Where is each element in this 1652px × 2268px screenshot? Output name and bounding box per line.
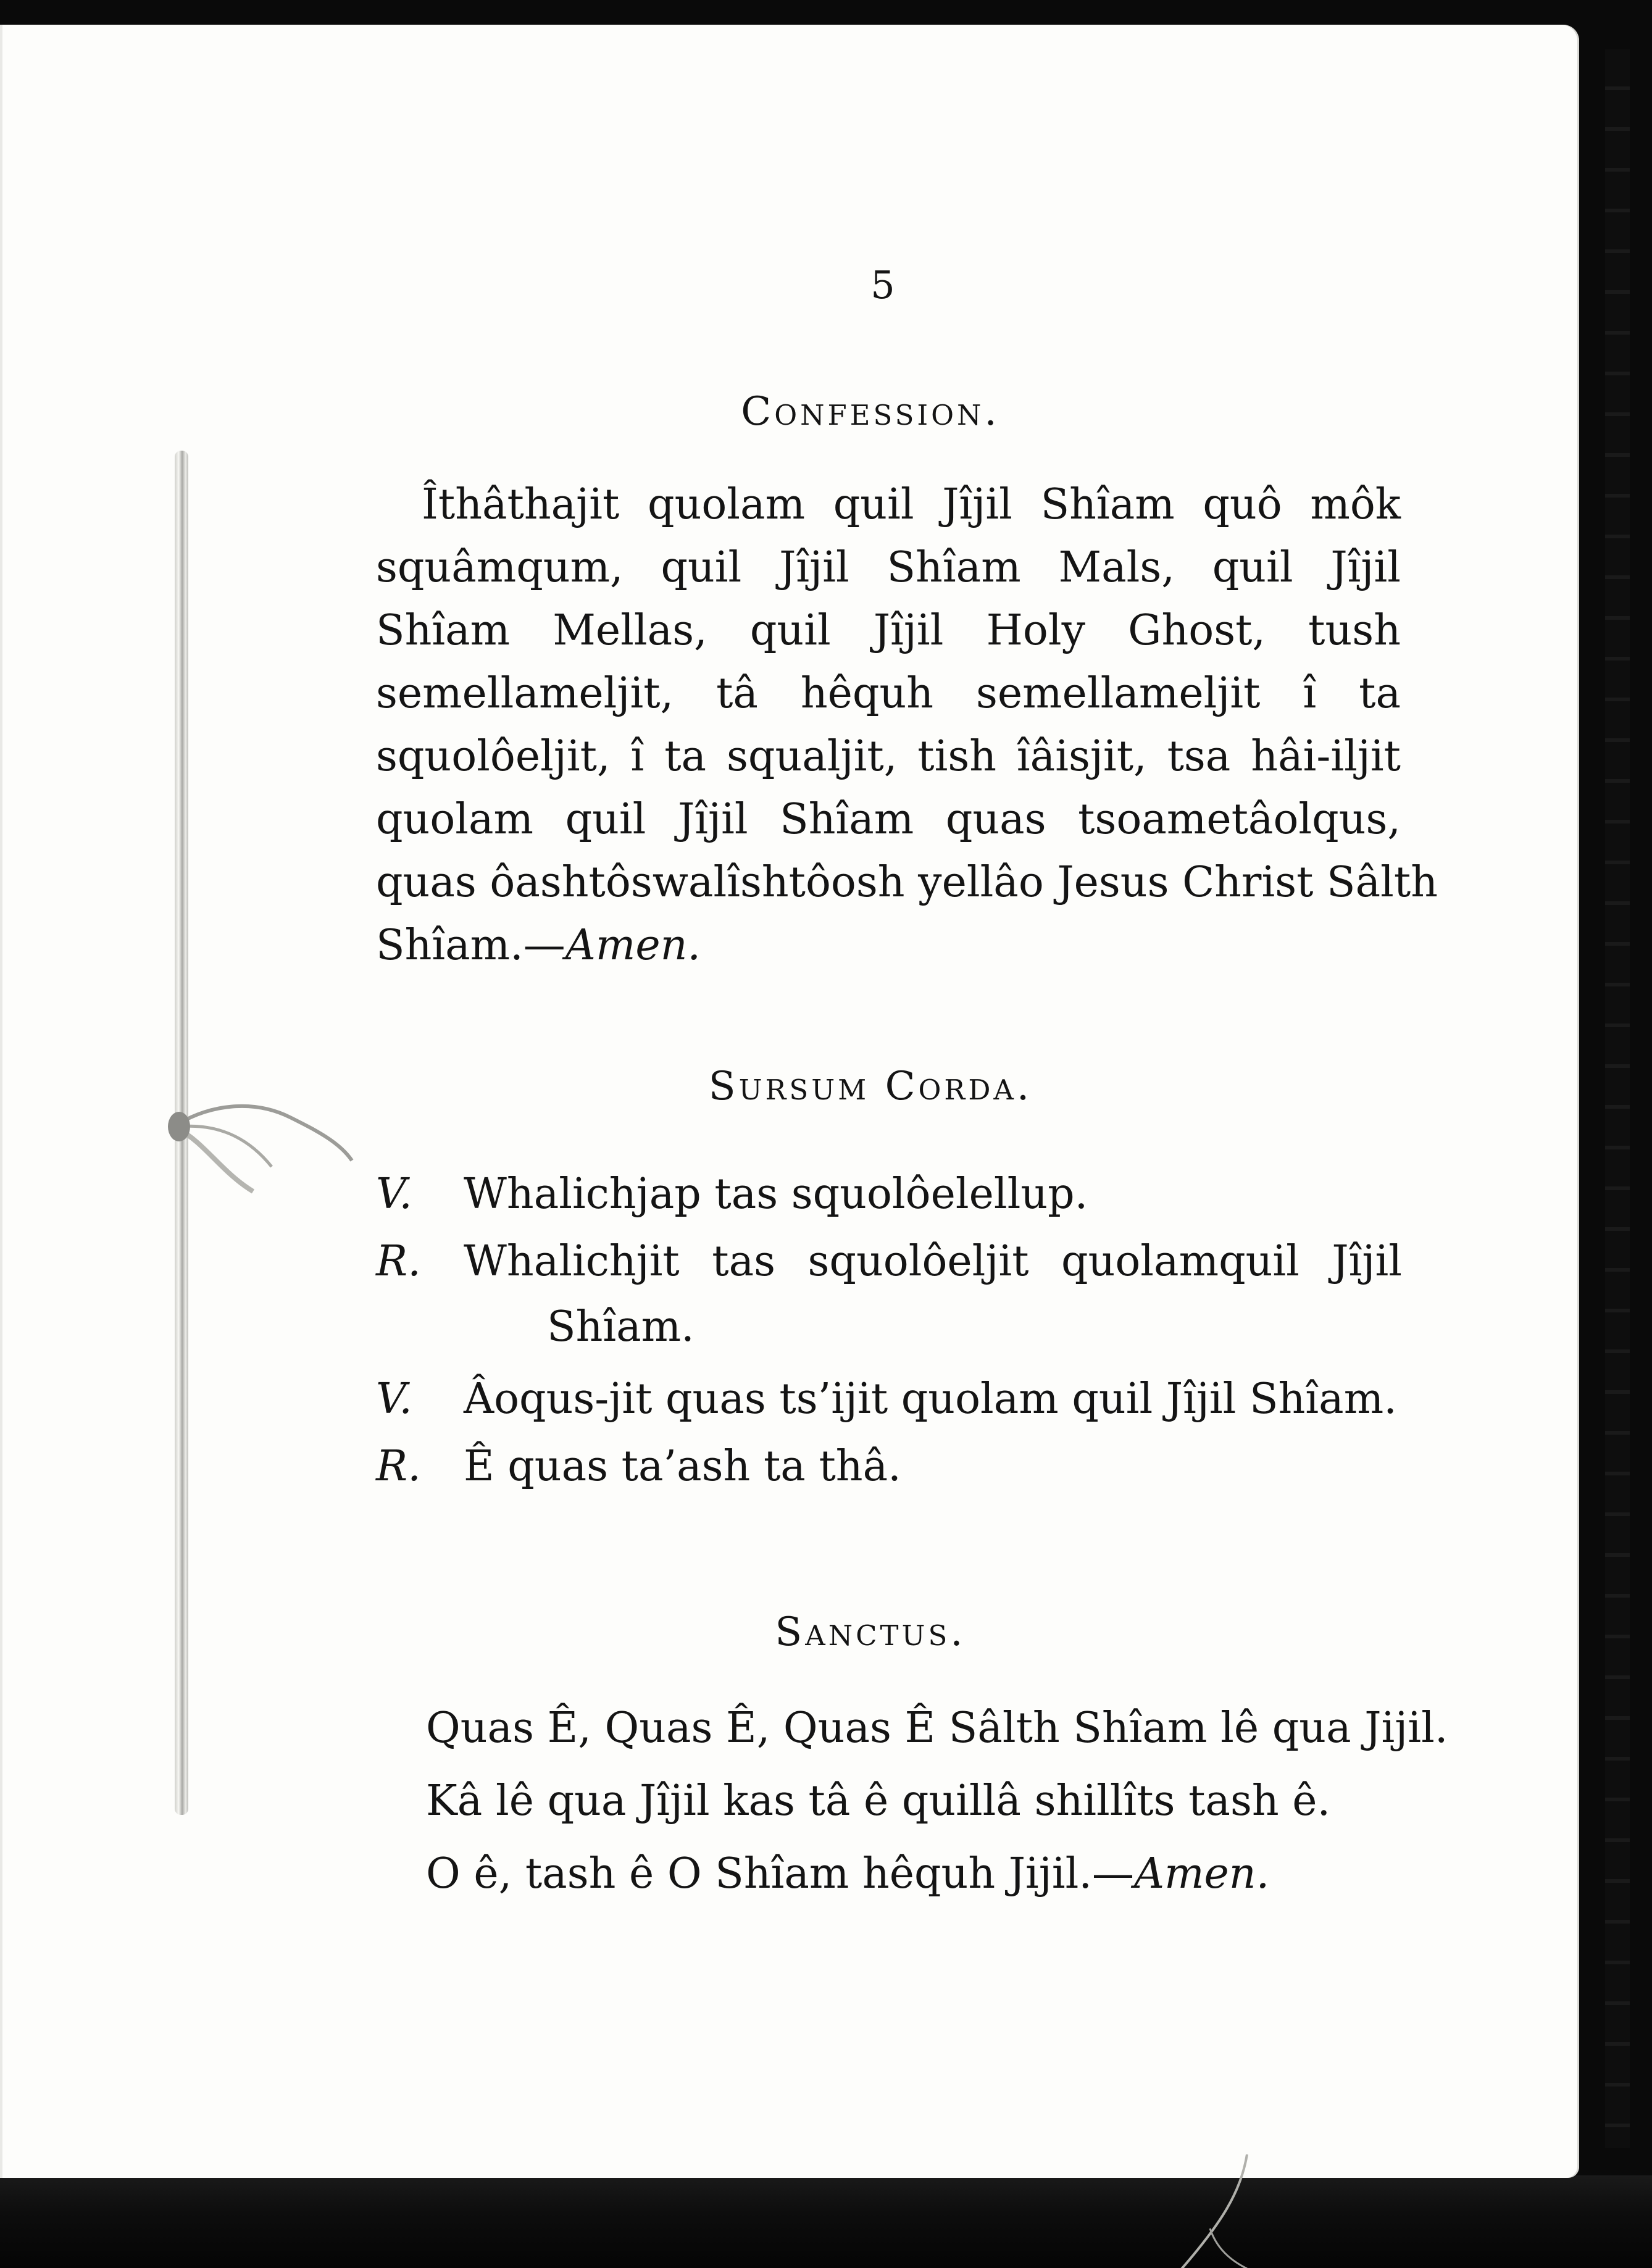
sanctus-heading: Sanctus. (775, 1609, 966, 1655)
confession-line: semellameljit, tâ hêquh semellameljit î ta (376, 669, 1401, 718)
response-text: Whalichjit tas squolôeljit quolamquil Jîjil (464, 1237, 1402, 1286)
confession-line: Îthâthajit quolam quil Jîjil Shîam quô môk (422, 480, 1401, 529)
response (376, 1237, 1407, 1293)
confession-last-line-text: Shîam.— (376, 921, 565, 970)
confession-line: squolôeljit, î ta squaljit, tish îâisjit, tsa hâi-iljit (376, 732, 1401, 781)
sanctus-line: Kâ lê qua Jîjil kas tâ ê quillâ shillîts tash ê. (426, 1777, 1331, 1825)
confession-line: quas ôashtôswalîshtôosh yellâo Jesus Christ Sâlth (376, 858, 1438, 907)
confession-heading: Confession. (741, 389, 1000, 435)
confession-line: quolam quil Jîjil Shîam quas tsoametâolqus, (376, 795, 1401, 844)
scan-background (0, 2175, 1652, 2268)
confession-line: Shîam Mellas, quil Jîjil Holy Ghost, tush (376, 606, 1401, 655)
confession-amen: Amen. (565, 921, 701, 970)
sanctus-line: Quas Ê, Quas Ê, Quas Ê Sâlth Shîam lê qua Jijil. (426, 1704, 1448, 1753)
versicle-text: Âoqus-jit quas ts’ijit quolam quil Jîjil Shîam. (464, 1375, 1397, 1424)
response-marker: R. (376, 1442, 421, 1491)
book-page (0, 25, 1579, 2178)
versicle (376, 1375, 1407, 1430)
response-marker: R. (376, 1237, 421, 1286)
versicle-text: Whalichjap tas squolôelellup. (464, 1170, 1088, 1219)
sanctus-amen: Amen. (1133, 1849, 1270, 1898)
confession-last-line (376, 921, 1401, 970)
binding-knot (154, 1086, 358, 1204)
versicle-marker: V. (376, 1170, 412, 1219)
loose-thread (1173, 2154, 1272, 2268)
versicle (376, 1170, 1407, 1225)
book-edge (1605, 49, 1630, 2148)
versicle-marker: V. (376, 1375, 412, 1424)
confession-line: squâmqum, quil Jîjil Shîam Mals, quil Jîjil (376, 543, 1401, 592)
response-continuation: Shîam. (547, 1303, 695, 1351)
sanctus-last-line (426, 1849, 1269, 1898)
response-text: Ê quas ta’ash ta thâ. (464, 1442, 901, 1491)
sanctus-last-line-text: O ê, tash ê O Shîam hêquh Jijil.— (426, 1849, 1134, 1898)
response (376, 1442, 1407, 1498)
page-number: 5 (870, 262, 895, 307)
sursum-corda-heading: Sursum Corda. (708, 1064, 1033, 1109)
